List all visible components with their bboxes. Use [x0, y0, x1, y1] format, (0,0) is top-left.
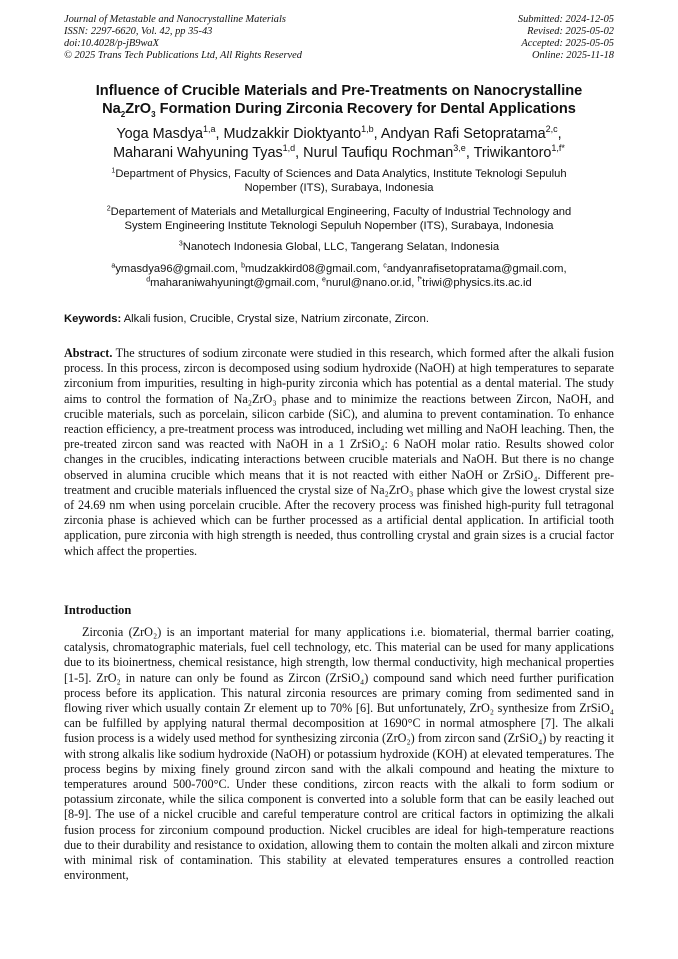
- affiliation-1: $^1$Department of Physics, Faculty of Sciences and Data Analytics, Institute Teknologi Sepuluh Nopember (ITS), Surabaya, Indonesia: [111, 167, 567, 194]
- email-link[interactable]: andyanrafisetopratama@gmail.com,: [386, 263, 567, 275]
- affiliation-3: $^3$Nanotech Indonesia Global, LLC, Tangerang Selatan, Indonesia: [178, 240, 500, 253]
- copyright: © 2025 Trans Tech Publications Ltd, All Rights Reserved: [64, 50, 302, 61]
- author-line-1: Yoga Masdya$^{1,a}$, Mudzakkir Dioktyanto$^{1,b}$, Andyan Rafi Setopratama$^{2,c}$,: [116, 124, 562, 142]
- header-right: [518, 14, 614, 62]
- email-link[interactable]: triwi@physics.its.ac.id: [422, 277, 532, 289]
- author: Mudzakkir Dioktyanto: [223, 126, 362, 142]
- paper-title: [50, 82, 628, 118]
- abstract: [64, 346, 614, 559]
- title-line-2: $Na_2ZrO_3$ Formation During Zirconia Recovery for Dental Applications: [102, 101, 576, 119]
- affiliation-2: $^2$Departement of Materials and Metallurgical Engineering, Faculty of Industrial Technology and System Engineering Institute Teknologi Sepuluh Nopember (ITS), Surabaya, Indonesia: [106, 205, 572, 232]
- email-link[interactable]: mudzakkird08@gmail.com,: [245, 263, 384, 275]
- submitted-date: Submitted: 2024-12-05: [517, 14, 614, 25]
- author: Maharani Wahyuning Tyas: [113, 145, 283, 161]
- email-link[interactable]: ymasdya96@gmail.com,: [115, 263, 242, 275]
- author-line-2: Maharani Wahyuning Tyas$^{1,d}$, Nurul Taufiqu Rochman$^{3,e}$, Triwikantoro$^{1,f*}$: [113, 143, 565, 161]
- issn: ISSN: 2297-6620, Vol. 42, pp 35-43: [64, 26, 213, 37]
- online-date: Online: 2025-11-18: [531, 50, 614, 61]
- keywords-label: Keywords:: [64, 313, 122, 325]
- abstract-label: Abstract.: [64, 346, 113, 360]
- author-list: [50, 125, 628, 163]
- author: Andyan Rafi Setopratama: [380, 126, 546, 142]
- email-link[interactable]: nurul@nano.or.id,: [325, 277, 418, 289]
- revised-date: Revised: 2025-05-02: [527, 26, 614, 37]
- abstract-text: The structures of sodium zirconate were studied in this research, which formed after the alkali fusion process. In this process, zircon is decomposed using sodium hydroxide (NaOH) at high temperatures to separate zirconium from impurities, resulting in high-purity zirconia which has potential as a dental material. The study aims to control the formation of Na₂ZrO₃ phase and to minimize the reactions between Zircon, NaOH, and crucible materials, such as porcelain, silicon carbide (SiC), and alumina to prevent contamination. To enhance reaction efficiency, a pre-treatment process was introduced, including wet milling and NaOH leaching. Then, the pre-treated zircon sand was reacted with NaOH in a 1 ZrSiO₄: 6 NaOH molar ratio. Results showed color changes in the crucibles, indicating interactions between crucible materials and NaOH. But there is no change observed in alumina crucible which means that it is not reacted with either NaOH or ZrSiO₄. Different pre-treatment and crucible materials influenced the crystal size of Na₂ZrO₃ phase which give the lowest crystal size of 24.69 nm when using porcelain crucible. After the recovery process was finished high-purity full tetragonal zirconia phase is achieved which can be further processed as a artificial dental application. In artificial tooth application, pure zirconia with high strength is needed, thus controlling crystal and grain sizes is a crucial factor which affect the properties.: [64, 346, 614, 558]
- email-list: $^a$ymasdya96@gmail.com, $^b$mudzakkird08@gmail.com, $^c$andyanrafisetopratama@gmail.com, $^d$maharaniwahyuningt@gmail.com, $^e$nurul@nano.or.id, $^{f*}$triwi@physics.its.ac.id: [111, 262, 567, 289]
- accepted-date: Accepted: 2025-05-05: [521, 38, 614, 49]
- introduction-heading: Introduction: [64, 603, 132, 617]
- author: Yoga Masdya: [116, 126, 204, 142]
- title-line-1: Influence of Crucible Materials and Pre-Treatments on Nanocrystalline: [95, 83, 583, 99]
- author: Triwikantoro: [473, 145, 552, 161]
- keywords-text: Alkali fusion, Crucible, Crystal size, Natrium zirconate, Zircon.: [121, 313, 429, 325]
- header-left: [64, 14, 302, 62]
- keywords: [64, 312, 614, 326]
- author: Nurul Taufiqu Rochman: [303, 145, 454, 161]
- introduction-text: Zirconia (ZrO₂) is an important material for many applications i.e. biomaterial, thermal barrier coating, catalysis, chromatographic materials, fuel cell technology, etc. This material can be used for many applications due to its bioinertness, chemical resistance, high strength, low thermal conductivity, high mechanical properties [1-5]. ZrO₂ in nature can only be found as Zircon (ZrSiO₄) compound sand which need further purification process before its application. This natural zirconia resources are primary coming from sedimented sand in flowing river which usually contain Zr element up to 70% [6]. But unfortunately, ZrO₂ synthesize from ZrSiO₄ can be fulfilled by applying natural thermal decomposition at 1690°C in normal atmosphere [7]. The alkali fusion process is a widely used method for synthesizing zirconia (ZrO₂) from zircon sand (ZrSiO₄) by reacting it with strong alkalis like sodium hydroxide (NaOH) or potassium hydroxide (KOH) at elevated temperatures. The process begins by mixing finely ground zircon sand with the alkali compound and heating the mixture to temperatures around 500-700°C. Under these conditions, zircon reacts with the alkali to form sodium or potassium zirconate, while the silica component is converted into a soluble form that can be easily leached out [8-9]. The use of a nickel crucible and careful temperature control are critical factors in optimizing the alkali fusion process for zirconium compound production. Nickel crucibles are ideal for high-temperature reactions due to their durability and resistance to oxidation, allowing them to contain the molten alkali and zircon mixture with minimal risk of contamination. This stability at elevated temperatures ensures a controlled reaction environment,: [64, 625, 614, 883]
- email-link[interactable]: maharaniwahyuningt@gmail.com,: [150, 277, 322, 289]
- journal-name: Journal of Metastable and Nanocrystalline Materials: [64, 14, 286, 25]
- doi[interactable]: doi:10.4028/p-jB9waX: [64, 38, 159, 49]
